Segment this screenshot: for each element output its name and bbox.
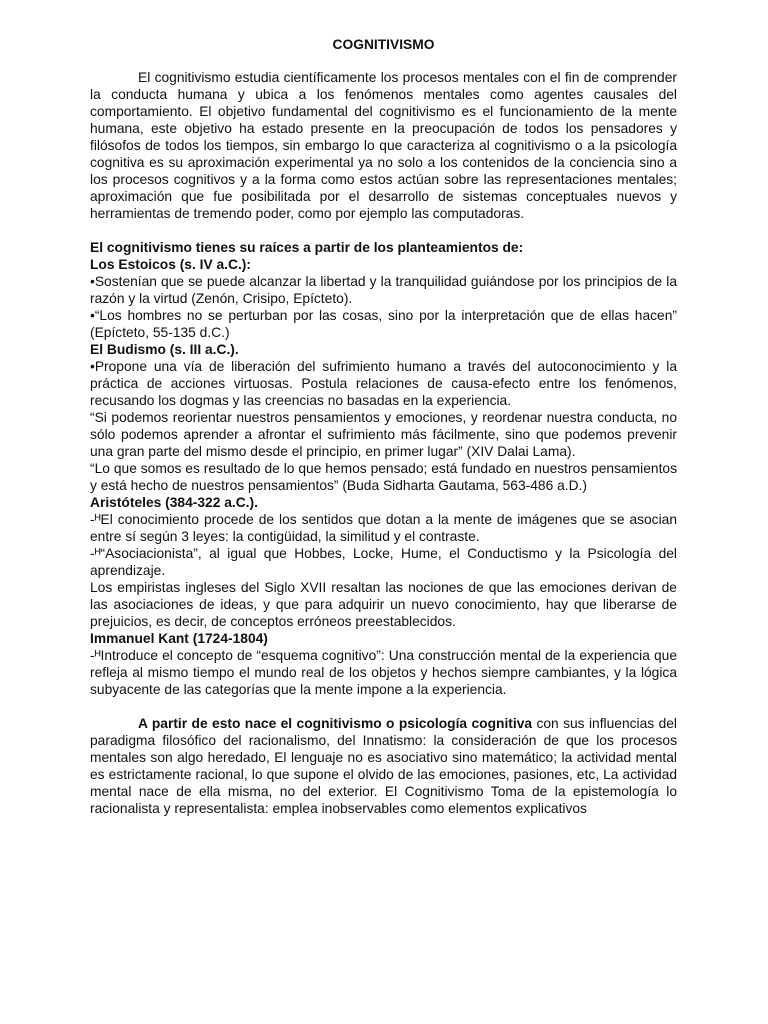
aristoteles-paragraph-3: Los empiristas ingleses del Siglo XVII resaltan las nociones de que las emociones derivan de las asociaciones de ideas, y que para adquirir un nuevo conocimiento, hay que liberarse de prejuicios, es decir, de conceptos erróneos preestablecidos.	[90, 580, 677, 629]
document-page	[90, 36, 677, 817]
conclusion-paragraph	[90, 715, 677, 817]
estoicos-paragraph-2: •“Los hombres no se perturban por las cosas, sino por la interpretación que de ellas hacen” (Epícteto, 55-135 d.C.)	[90, 308, 677, 340]
kant-heading: Immanuel Kant (1724-1804)	[90, 631, 268, 646]
budismo-heading: El Budismo (s. III a.C.).	[90, 342, 239, 357]
intro-paragraph: El cognitivismo estudia científicamente los procesos mentales con el fin de comprender la conducta humana y ubica a los fenómenos mentales como agentes causales del comportamiento. El objetivo fundamental del cognitivismo es el funcionamiento de la mente humana, este objetivo ha estado presente en la preocupación de todos los pensadores y filósofos de todos los tiempos, sin embargo lo que caracteriza al cognitivismo o a la psicología cognitiva es su aproximación experimental ya no solo a los contenidos de la conciencia sino a los procesos cognitivos y a la forma como estos actúan sobre las representaciones mentales; aproximación que fue posibilitada por el desarrollo de sistemas conceptuales nuevos y herramientas de tremendo poder, como por ejemplo las computadoras.	[90, 70, 677, 221]
estoicos-heading: Los Estoicos (s. IV a.C.):	[90, 257, 251, 272]
kant-paragraph-1: -ᴴIntroduce el concepto de “esquema cognitivo”: Una construcción mental de la experiencia que refleja al mismo tiempo el mundo real de los objetos y hechos siempre cambiantes, y la lógica subyacente de las categorías que la mente impone a la experiencia.	[90, 648, 677, 697]
aristoteles-paragraph-2: -ᴴ“Asociacionista”, al igual que Hobbes, Locke, Hume, el Conductismo y la Psicología del aprendizaje.	[90, 546, 677, 578]
budismo-paragraph-2: “Si podemos reorientar nuestros pensamientos y emociones, y reordenar nuestra conducta, no sólo podemos aprender a afrontar el sufrimiento más fácilmente, sino que podemos prevenir una gran parte del mismo desde el principio, en primer lugar” (XIV Dalai Lama).	[90, 410, 677, 459]
conclusion-text: con sus influencias del paradigma filosófico del racionalismo, del Innatismo: la consideración de que los procesos mentales son algo heredado, El lenguaje no es asociativo sino matemático; la actividad mental es estrictamente racional, lo que supone el olvido de las emociones, pasiones, etc, La actividad mental nace de ella misma, no del exterior. El Cognitivismo Toma de la epistemología lo racionalista y representalista: emplea inobservables como elementos explicativos	[90, 716, 677, 816]
document-title: COGNITIVISMO	[332, 37, 435, 52]
conclusion-bold-lead: A partir de esto nace el cognitivismo o psicología cognitiva	[138, 716, 533, 731]
budismo-paragraph-1: •Propone una vía de liberación del sufrimiento humano a través del autoconocimiento y la práctica de acciones virtuosas. Postula relaciones de causa-efecto entre los fenómenos, recusando los dogmas y las creencias no basadas en la experiencia.	[90, 359, 677, 408]
roots-heading: El cognitivismo tienes su raíces a partir de los planteamientos de:	[90, 240, 524, 255]
estoicos-paragraph-1: •Sostenían que se puede alcanzar la libertad y la tranquilidad guiándose por los principios de la razón y la virtud (Zenón, Crisipo, Epícteto).	[90, 274, 677, 306]
spacer	[90, 698, 677, 715]
spacer	[90, 222, 677, 239]
budismo-paragraph-3: “Lo que somos es resultado de lo que hemos pensado; está fundado en nuestros pensamientos y está hecho de nuestros pensamientos” (Buda Sidharta Gautama, 563-486 a.D.)	[90, 461, 677, 493]
aristoteles-heading: Aristóteles (384-322 a.C.).	[90, 495, 258, 510]
aristoteles-paragraph-1: -ᴴEl conocimiento procede de los sentidos que dotan a la mente de imágenes que se asocian entre sí según 3 leyes: la contigüidad, la similitud y el contraste.	[90, 512, 677, 544]
